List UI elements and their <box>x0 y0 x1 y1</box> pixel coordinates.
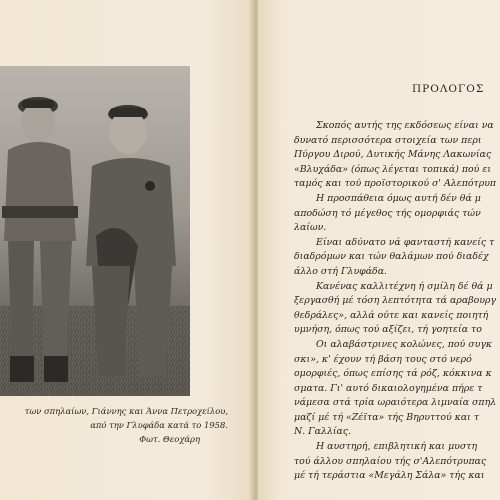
text-line: αποδώση τό μέγεθος τής ομορφιάς τών <box>294 207 481 219</box>
text-line: Η προσπάθεια όμως αυτή δέν θά μ <box>316 192 481 204</box>
photograph <box>0 66 190 396</box>
page-heading: ΠΡΟΛΟΓΟΣ <box>412 83 485 95</box>
text-line: σματα. Γι' αυτό δικαιολογημένα πήρε τ <box>294 382 483 394</box>
prologue-text <box>294 119 500 484</box>
photo-credit: Φωτ. Θεοχάρη <box>139 434 200 444</box>
text-line: Η αυστηρή, επιβλητική και μυστη <box>316 441 478 453</box>
photograph-two-people-icon <box>0 66 190 396</box>
text-line: Ν. Γαλλίας. <box>294 426 352 438</box>
text-line: Σκοπός αυτής της εκδόσεως είναι να <box>316 120 494 131</box>
text-line: ομορφιές, όπως επίσης τά ρόζ, κόκκινα κ <box>294 368 492 380</box>
text-line: ταμός και τού προϊστορικού σ' Αλεπότρυπ <box>294 178 497 190</box>
text-line: νάμεσα στά τρία ωραιότερα λιμναία σπηλ <box>294 397 497 409</box>
text-line: Οι αλαβάστρινες κολώνες, πού συγκ <box>316 338 493 350</box>
text-line: δυνατό περισσότερα στοιχεία των περι <box>294 134 482 146</box>
text-line: σκι», κ' έχουν τή βάση τους στό νερό <box>294 353 472 365</box>
caption-line-1: των σπηλαίων, Γιάννης και Άννα Πετροχείλου, <box>24 406 228 416</box>
text-line: διαδρόμων και τών θαλάμων πού διαδέχ <box>294 251 489 263</box>
text-line: «Βλυχάδα» (όπως λέγεται τοπικά) πού ει <box>294 163 492 175</box>
caption-line-2: από την Γλυφάδα κατά το 1958. <box>90 420 228 430</box>
text-line: μέ τή τεράστια «Μεγάλη Σάλα» τής και <box>294 470 485 482</box>
text-line: ξεργασθή μέ τόση λεπτότητα τά αραβουργ <box>294 295 497 307</box>
text-line: τού άλλου σπηλαίου τής σ'Αλεπότρυπας <box>294 455 487 467</box>
text-line: υμνήση, όπως τού αξίζει, τή γοητεία το <box>294 324 482 336</box>
text-line: λαίων. <box>294 222 327 234</box>
text-line: μαζί μέ τή «Ζέϊτα» τής Βηρυττού και τ <box>294 411 480 423</box>
photo-caption <box>0 404 228 446</box>
text-line: θεδράλες», αλλά ούτε και κανείς ποιητή <box>294 309 489 321</box>
text-line: άλλο στή Γλυφάδα. <box>294 265 388 277</box>
text-line: Κανένας καλλιτέχνη ή σμίλη δέ θά μ <box>316 280 493 292</box>
text-line: Πύργου Διρού, Δυτικής Μάνης Λακωνίας <box>294 149 492 161</box>
text-line: Είναι αδύνατο νά φανταστή κανείς τ <box>316 236 495 248</box>
